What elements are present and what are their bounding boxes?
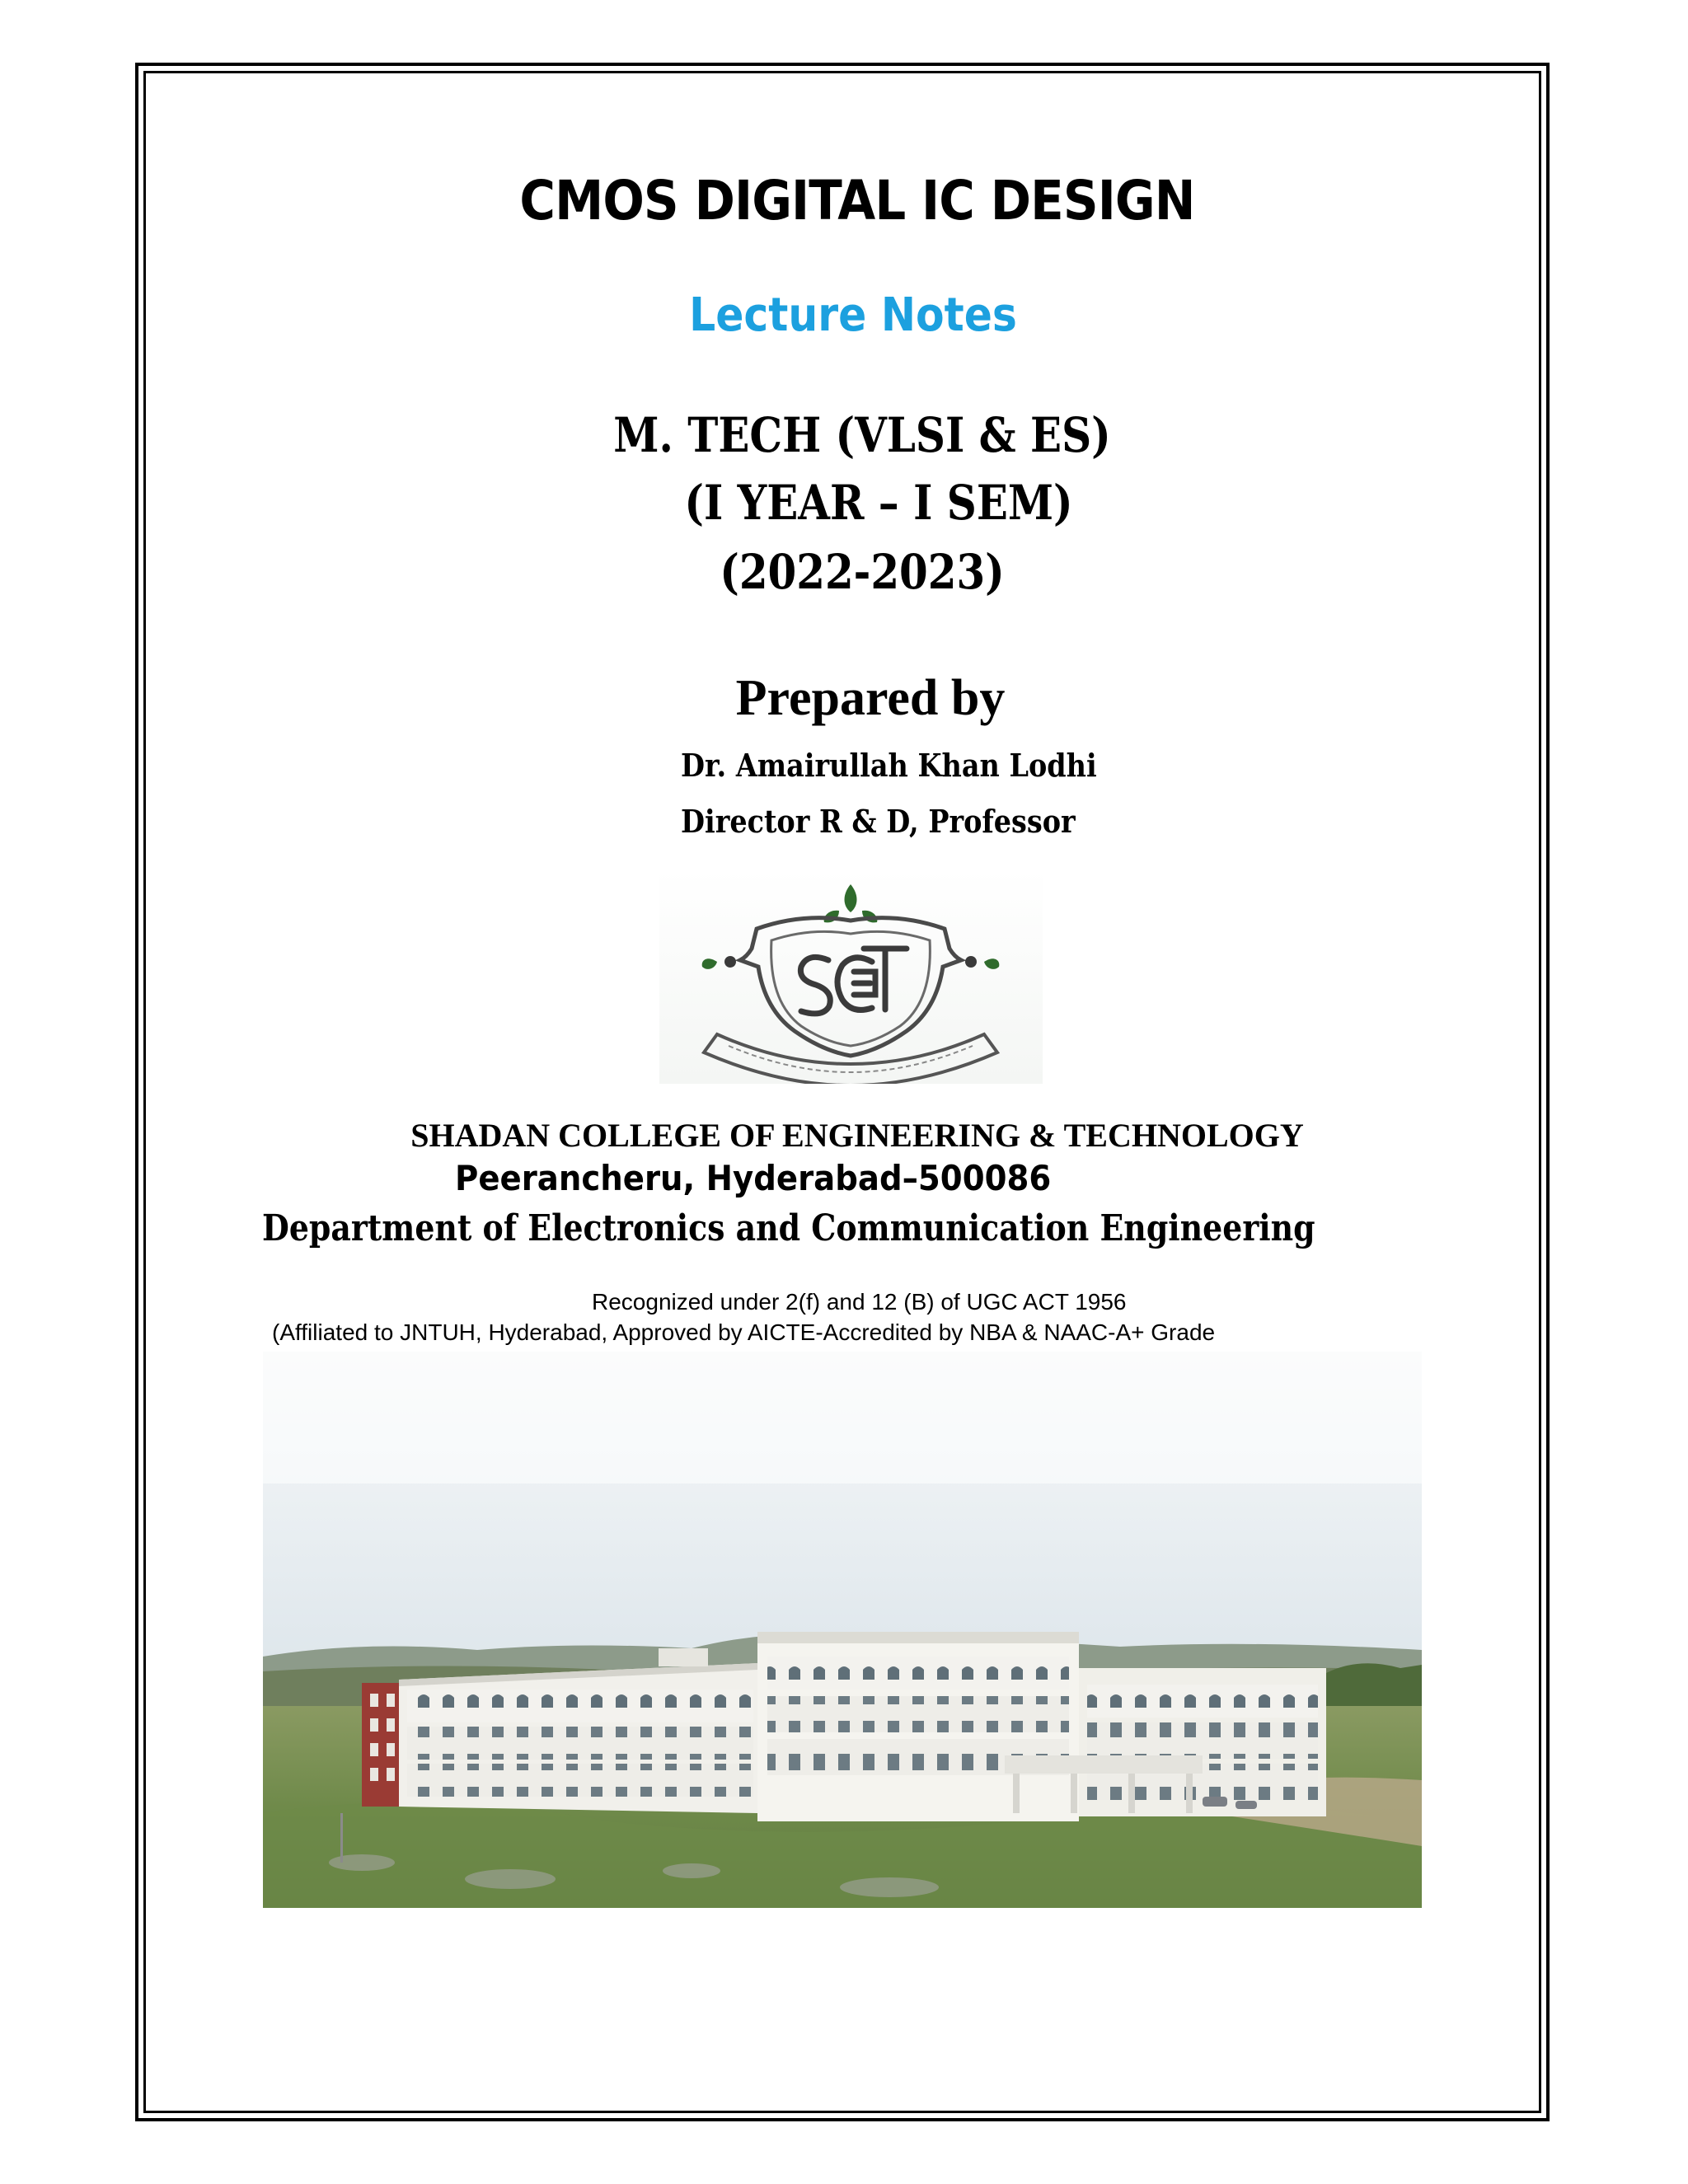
document-subtitle: Lecture Notes xyxy=(689,288,1017,342)
recognition-note: Recognized under 2(f) and 12 (B) of UGC ACT 1956 xyxy=(592,1289,1127,1315)
author-role: Director R & D, Professor xyxy=(681,803,1076,840)
author-name: Dr. Amairullah Khan Lodhi xyxy=(681,747,1097,784)
college-crest-logo xyxy=(659,869,1043,1084)
course-program: M. TECH (VLSI & ES) xyxy=(613,407,1111,463)
course-semester: (I YEAR – I SEM) xyxy=(684,475,1073,531)
prepared-by-heading: Prepared by xyxy=(735,670,1006,726)
department-name: Department of Electronics and Communication Engineering xyxy=(262,1207,1315,1249)
affiliation-note: (Affiliated to JNTUH, Hyderabad, Approved by AICTE-Accredited by NBA & NAAC-A+ Grade xyxy=(272,1319,1216,1345)
campus-photo xyxy=(263,1352,1422,1908)
college-name: SHADAN COLLEGE OF ENGINEERING & TECHNOLOGY xyxy=(410,1117,1304,1154)
course-academic-year: (2022-2023) xyxy=(720,544,1005,600)
college-address: Peerancheru, Hyderabad–500086 xyxy=(455,1158,1052,1198)
document-title: CMOS DIGITAL IC DESIGN xyxy=(519,169,1195,232)
